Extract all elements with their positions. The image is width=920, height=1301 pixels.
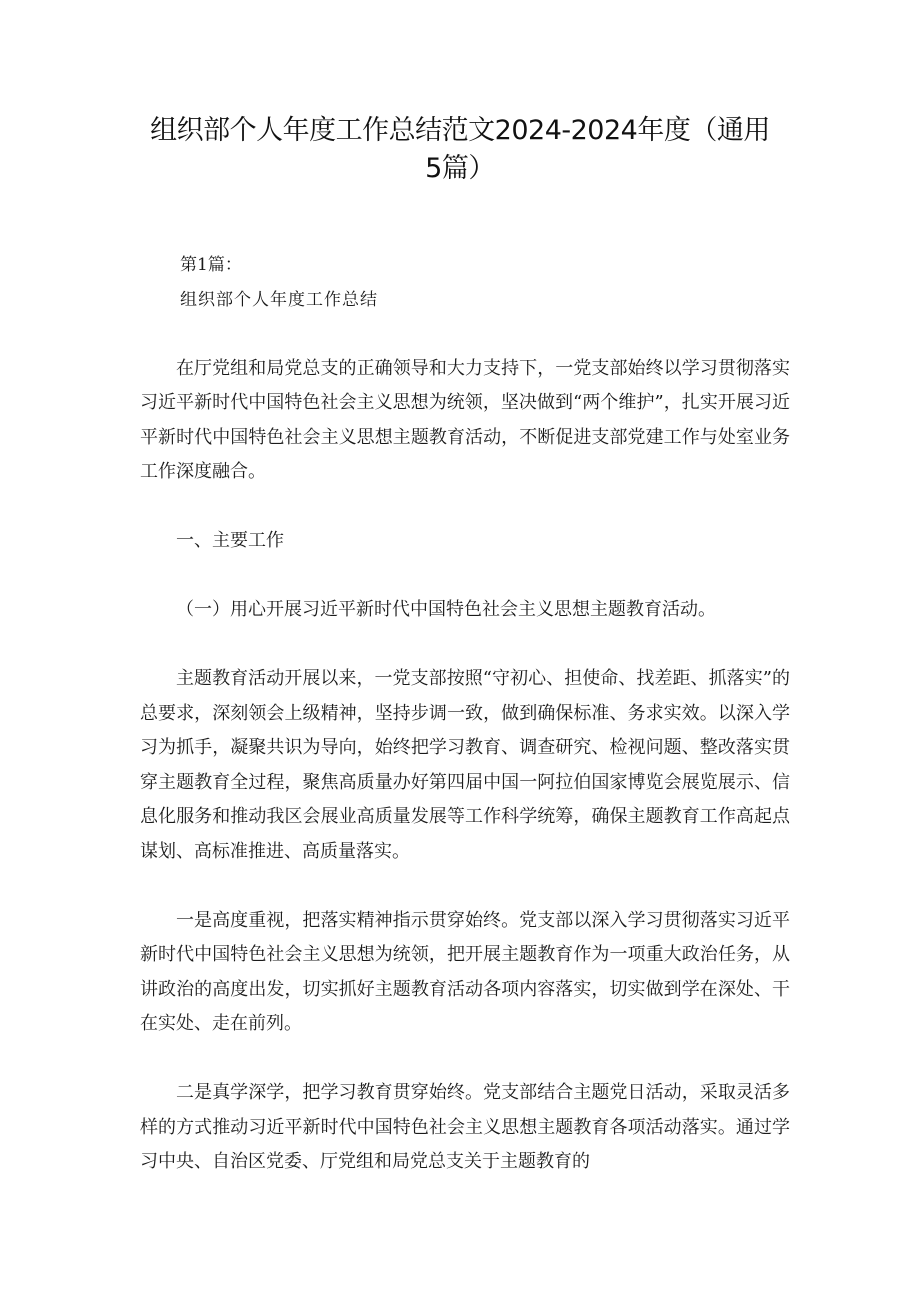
- section-label: 第1篇：: [180, 255, 242, 275]
- document-body: [140, 248, 790, 1180]
- document-title: 组织部个人年度工作总结范文2024-2024年度（通用5篇）: [150, 115, 770, 184]
- subheading-theme-education: （一）用心开展习近平新时代中国特色社会主义思想主题教育活动。: [176, 599, 716, 620]
- paragraph-point-one: 一是高度重视，把落实精神指示贯穿始终。党支部以深入学习贯彻落实习近平新时代中国特色社会主义思想为统领，把开展主题教育作为一项重大政治任务，从讲政治的高度出发，切实抓好主题教育活动各项内容落实，切实做到学在深处、干在实处、走在前列。: [140, 909, 790, 1034]
- intro-paragraph: 在厅党组和局党总支的正确领导和大力支持下，一党支部始终以学习贯彻落实习近平新时代中国特色社会主义思想为统领，坚决做到“两个维护”，扎实开展习近平新时代中国特色社会主义思想主题教育活动，不断促进支部党建工作与处室业务工作深度融合。: [140, 357, 790, 482]
- heading-main-work: 一、主要工作: [176, 530, 284, 551]
- section-subtitle: 组织部个人年度工作总结: [180, 289, 378, 310]
- paragraph-theme-education: 主题教育活动开展以来，一党支部按照“守初心、担使命、找差距、抓落实”的总要求，深刻领会上级精神，坚持步调一致，做到确保标准、务求实效。以深入学习为抓手，凝聚共识为导向，始终把学习教育、调查研究、检视问题、整改落实贯穿主题教育全过程，聚焦高质量办好第四届中国一阿拉伯国家博览会展览展示、信息化服务和推动我区会展业高质量发展等工作科学统筹，确保主题教育工作高起点谋划、高标准推进、高质量落实。: [140, 668, 790, 862]
- paragraph-point-two: 二是真学深学，把学习教育贯穿始终。党支部结合主题党日活动，采取灵活多样的方式推动习近平新时代中国特色社会主义思想主题教育各项活动落实。通过学习中央、自治区党委、厅党组和局党总支关于主题教育的: [140, 1082, 790, 1172]
